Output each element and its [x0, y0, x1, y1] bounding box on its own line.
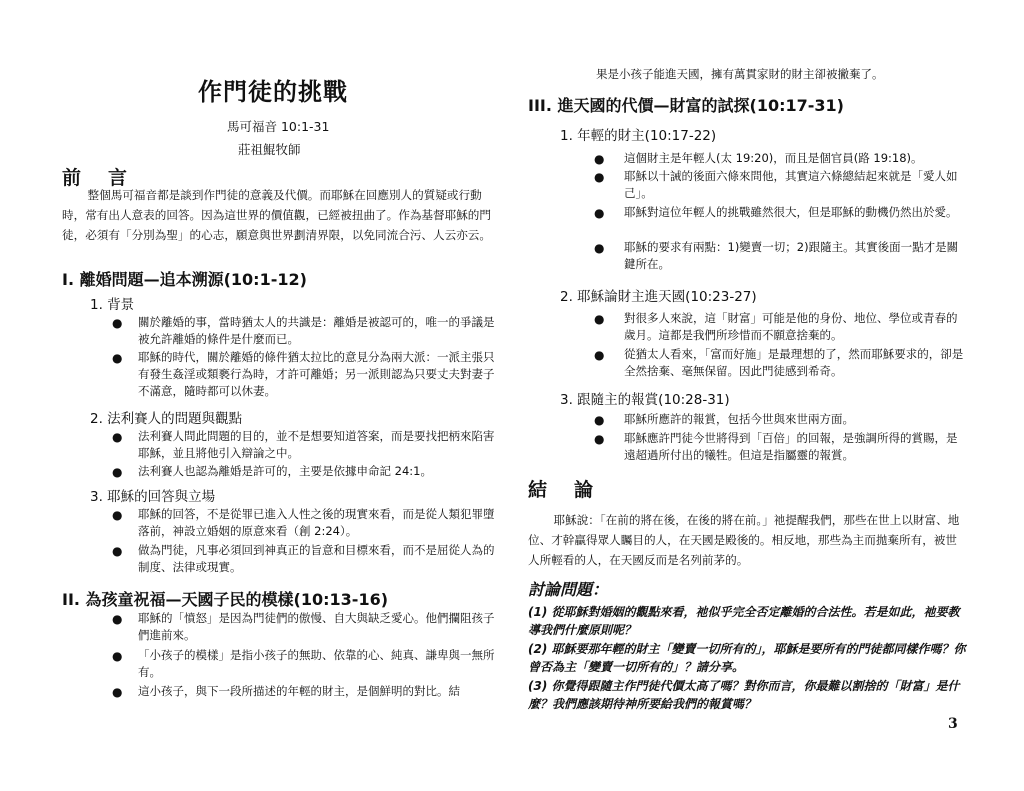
section-1-2-bullet-1: 法利賽人問此問題的目的，並不是想要知道答案，而是要找把柄來陷害耶穌，並且將他引入辯論之中。 — [138, 429, 495, 460]
section-3-sub-2: 2. 耶穌論財主進天國(10:23-27) — [560, 289, 757, 305]
bullet-icon: ● — [594, 348, 605, 362]
section-1-2-bullet-2: 法利賽人也認為離婚是許可的，主要是依據申命記 24:1。 — [138, 464, 432, 478]
bullet-icon: ● — [594, 432, 605, 446]
bullet-icon: ● — [594, 152, 605, 166]
section-1-3-bullet-2: 做為門徒，凡事必須回到神真正的旨意和目標來看，而不是屈從人為的制度、法律或現實。 — [138, 543, 495, 574]
section-1-heading: I. 離婚問題—追本溯源(10:1-12) — [62, 270, 307, 289]
section-2-bullet-2: 「小孩子的模樣」是指小孩子的無助、依靠的心、純真、謙卑與一無所有。 — [138, 648, 495, 679]
section-3-1-bullet-3: 耶穌對這位年輕人的挑戰雖然很大，但是耶穌的動機仍然出於愛。 — [624, 205, 958, 219]
bullet-icon: ● — [594, 206, 605, 220]
bullet-icon: ● — [112, 351, 123, 365]
bullet-icon: ● — [112, 430, 123, 444]
bullet-icon: ● — [594, 241, 605, 255]
discussion-question-1: (1) 從耶穌對婚姻的觀點來看，祂似乎完全否定離婚的合法性。若是如此，祂要教導我們什麼原則呢？ — [528, 605, 960, 637]
section-1-3-bullet-1: 耶穌的回答，不是從罪已進入人性之後的現實來看，而是從人類犯罪墮落前，神設立婚姻的原意來看（創 2:24）。 — [138, 507, 495, 538]
intro-paragraph: 整個馬可福音都是談到作門徒的意義及代價。而耶穌在回應別人的質疑或行動時，常有出人意表的回答。因為這世界的價值觀，已經被扭曲了。作為基督耶穌的門徒，必須有「分別為聖」的心志，願意與世界劃清界限，以免同流合污、人云亦云。 — [62, 188, 491, 242]
discussion-question-3: (3) 你覺得跟隨主作門徒代價太高了嗎？對你而言，你最難以割捨的「財富」是什麼？我們應該期待神所要給我們的報賞嗎？ — [528, 679, 960, 711]
bullet-icon: ● — [112, 316, 123, 330]
page-number: 3 — [948, 716, 958, 732]
bullet-icon: ● — [112, 508, 123, 522]
discussion-question-2: (2) 耶穌要那年輕的財主「變賣一切所有的」，耶穌是要所有的門徒都同樣作嗎？你曾否為主「變賣一切所有的」？請分享。 — [528, 642, 966, 674]
bullet-icon: ● — [112, 649, 123, 663]
section-3-sub-3: 3. 跟隨主的報賞(10:28-31) — [560, 392, 730, 408]
section-2-heading: II. 為孩童祝福—天國子民的模樣(10:13-16) — [62, 590, 389, 609]
section-3-2-bullet-1: 對很多人來說，這「財富」可能是他的身份、地位、學位或青春的歲月。這都是我們所珍惜而不願意捨棄的。 — [624, 311, 958, 342]
bullet-icon: ● — [594, 413, 605, 427]
page-title: 作門徒的挑戰 — [198, 77, 348, 106]
section-1-sub-3: 3. 耶穌的回答與立場 — [90, 489, 216, 505]
section-3-1-bullet-1: 這個財主是年輕人(太 19:20)，而且是個官員(路 19:18)。 — [624, 151, 923, 165]
section-2-bullet-1: 耶穌的「憤怒」是因為門徒們的傲慢、自大與缺乏愛心。他們攔阻孩子們進前來。 — [138, 611, 495, 642]
discussion-heading: 討論問題： — [528, 580, 609, 599]
conclusion-heading: 結 論 — [528, 479, 598, 501]
scripture-reference: 馬可福音 10:1-31 — [227, 119, 330, 134]
section-3-3-bullet-1: 耶穌所應許的報賞，包括今世與來世兩方面。 — [624, 412, 854, 426]
author: 莊祖鯤牧師 — [238, 142, 301, 157]
bullet-icon: ● — [594, 170, 605, 184]
section-3-sub-1: 1. 年輕的財主(10:17-22) — [560, 128, 717, 144]
bullet-icon: ● — [112, 612, 123, 626]
section-2-bullet-3: 這小孩子，與下一段所描述的年輕的財主，是個鮮明的對比。結 — [138, 684, 460, 698]
section-3-2-bullet-2: 從猶太人看來，「富而好施」是最理想的了，然而耶穌要求的，卻是全然捨棄、毫無保留。因此門徒感到希奇。 — [624, 347, 964, 378]
section-1-1-bullet-1: 關於離婚的事，當時猶太人的共識是：離婚是被認可的，唯一的爭議是被允許離婚的條件是什麼而已。 — [138, 315, 495, 346]
bullet-icon: ● — [112, 544, 123, 558]
section-3-3-bullet-2: 耶穌應許門徒今世將得到「百倍」的回報，是強調所得的賞賜，是遠超過所付出的犧牲。但這是指屬靈的報賞。 — [624, 431, 958, 462]
bullet-icon: ● — [112, 685, 123, 699]
intro-heading: 前 言 — [62, 167, 132, 189]
section-1-sub-2: 2. 法利賽人的問題與觀點 — [90, 411, 243, 427]
continued-text: 果是小孩子能進天國，擁有萬貫家財的財主卻被撇棄了。 — [596, 67, 884, 81]
bullet-icon: ● — [112, 465, 123, 479]
bullet-icon: ● — [594, 312, 605, 326]
section-3-1-bullet-4: 耶穌的要求有兩點：1)變賣一切；2)跟隨主。其實後面一點才是關鍵所在。 — [624, 240, 959, 271]
conclusion-paragraph: 耶穌說：「在前的將在後，在後的將在前。」祂提醒我們，那些在世上以財富、地位、才幹贏得眾人矚目的人，在天國是殿後的。相反地，那些為主而拋棄所有，被世人所輕看的人，在天國反而是名列前茅的。 — [528, 513, 960, 567]
section-1-sub-1: 1. 背景 — [90, 297, 135, 313]
section-1-1-bullet-2: 耶穌的時代，關於離婚的條件猶太拉比的意見分為兩大派：一派主張只有發生姦淫或類褻行為時，才許可離婚；另一派則認為只要丈夫對妻子不滿意，隨時都可以休妻。 — [138, 350, 495, 398]
section-3-heading: III. 進天國的代價—財富的試探(10:17-31) — [528, 96, 844, 115]
section-3-1-bullet-2: 耶穌以十誡的後面六條來問他，其實這六條總結起來就是「愛人如己」。 — [624, 169, 958, 200]
